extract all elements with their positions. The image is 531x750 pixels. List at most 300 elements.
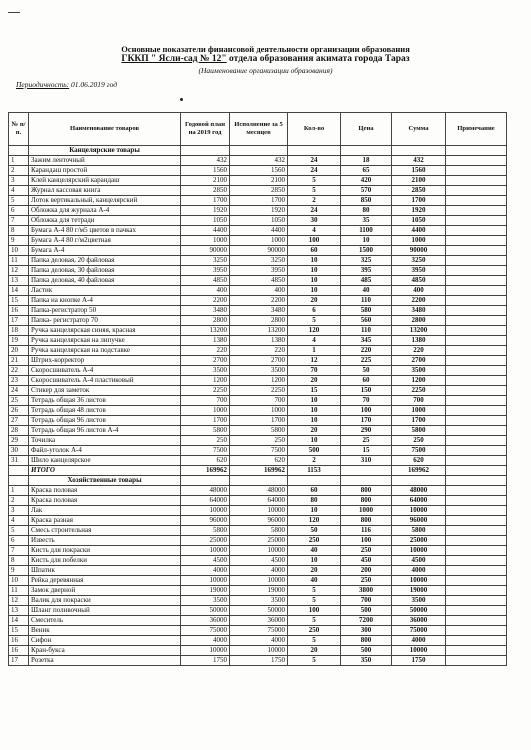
row-name: Розетка [29,656,181,666]
table-row [9,266,507,276]
row-sum: 1700 [392,416,446,426]
row-name: Тетрадь общая 96 листов А-4 [29,426,181,436]
total-plan: 169962 [181,466,230,476]
row-qty: 15 [288,386,341,396]
row-exec: 1560 [230,166,288,176]
table-row [9,376,507,386]
table-row [9,446,507,456]
row-note [446,576,507,586]
row-price: 250 [341,546,392,556]
row-exec: 50000 [230,606,288,616]
row-name: Файл-уголок А-4 [29,446,181,456]
row-exec: 96000 [230,516,288,526]
row-num: 7 [9,216,29,226]
row-price: 800 [341,486,392,496]
row-name: Скоросшиватель А-4 [29,366,181,376]
row-sum: 36000 [392,616,446,626]
row-note [446,206,507,216]
table-row [9,366,507,376]
table-row [9,546,507,556]
row-num: 13 [9,276,29,286]
table-row [9,556,507,566]
row-plan: 10000 [181,546,230,556]
row-num: 16 [9,306,29,316]
row-plan: 400 [181,286,230,296]
row-sum: 1560 [392,166,446,176]
row-plan: 1050 [181,216,230,226]
row-price: 290 [341,426,392,436]
row-exec: 19000 [230,586,288,596]
row-num: 5 [9,526,29,536]
row-plan: 13200 [181,326,230,336]
row-qty: 10 [288,286,341,296]
row-name: Обложка для журнала А-4 [29,206,181,216]
row-plan: 19000 [181,586,230,596]
row-exec: 1920 [230,206,288,216]
row-exec: 1050 [230,216,288,226]
row-note [446,406,507,416]
row-exec: 1700 [230,196,288,206]
row-qty: 60 [288,246,341,256]
row-num: 11 [9,256,29,266]
row-plan: 1750 [181,656,230,666]
table-row [9,386,507,396]
row-price: 325 [341,256,392,266]
document-title: Основные показатели финансовой деятельности организации образования [121,44,410,54]
row-sum: 2250 [392,386,446,396]
row-exec: 1200 [230,376,288,386]
row-note [446,396,507,406]
row-qty: 60 [288,486,341,496]
table-row [9,166,507,176]
row-qty: 5 [288,636,341,646]
table-row [9,326,507,336]
row-qty: 5 [288,616,341,626]
row-price: 25 [341,436,392,446]
row-sum: 2200 [392,296,446,306]
row-note [446,216,507,226]
row-num: 16 [9,636,29,646]
row-name: Краска разная [29,516,181,526]
row-num: 27 [9,416,29,426]
row-name: Папка деловая, 30 файловая [29,266,181,276]
row-price: 1100 [341,226,392,236]
row-num: 14 [9,286,29,296]
row-plan: 220 [181,346,230,356]
row-price: 50 [341,366,392,376]
row-qty: 5 [288,586,341,596]
row-sum: 2800 [392,316,446,326]
row-plan: 10000 [181,576,230,586]
row-sum: 2850 [392,186,446,196]
row-name: Смеситель [29,616,181,626]
row-name: Ручка канцелярская на подставке [29,346,181,356]
row-name: Папка- регистратор 70 [29,316,181,326]
row-qty: 20 [288,566,341,576]
row-price: 800 [341,516,392,526]
row-note [446,436,507,446]
row-num: 4 [9,516,29,526]
row-price: 60 [341,376,392,386]
corner-mark [8,12,20,13]
table-row [9,196,507,206]
row-plan: 2100 [181,176,230,186]
row-exec: 7500 [230,446,288,456]
row-plan: 3950 [181,266,230,276]
row-name: Сифон [29,636,181,646]
row-exec: 620 [230,456,288,466]
row-price: 500 [341,646,392,656]
table-row [9,276,507,286]
row-name: Тетрадь общая 48 листов [29,406,181,416]
row-sum: 75000 [392,626,446,636]
row-plan: 1700 [181,416,230,426]
row-note [446,486,507,496]
row-name: Веник [29,626,181,636]
row-plan: 3480 [181,306,230,316]
row-num: 2 [9,166,29,176]
row-note [446,376,507,386]
row-price: 250 [341,576,392,586]
row-plan: 620 [181,456,230,466]
table-row [9,396,507,406]
row-price: 100 [341,536,392,546]
table-row [9,616,507,626]
table-row [9,216,507,226]
table-row [9,526,507,536]
row-note [446,356,507,366]
row-name: Бумага А-4 [29,246,181,256]
row-qty: 5 [288,316,341,326]
row-name: Стикер для заметок [29,386,181,396]
row-qty: 5 [288,186,341,196]
header-num: № п/п. [9,113,29,146]
table-row [9,596,507,606]
row-price: 3800 [341,586,392,596]
row-num: 15 [9,296,29,306]
table-row [9,186,507,196]
row-num: 22 [9,366,29,376]
row-qty: 100 [288,236,341,246]
row-num: 24 [9,386,29,396]
row-sum: 10000 [392,506,446,516]
row-num: 29 [9,436,29,446]
row-plan: 2700 [181,356,230,366]
row-name: Шпатик [29,566,181,576]
row-note [446,266,507,276]
row-name: Скоросшиватель А-4 пластиковый [29,376,181,386]
row-qty: 2 [288,456,341,466]
row-qty: 20 [288,296,341,306]
row-exec: 2200 [230,296,288,306]
row-plan: 1920 [181,206,230,216]
row-num: 4 [9,186,29,196]
table-row [9,206,507,216]
row-price: 300 [341,626,392,636]
table-row [9,516,507,526]
row-exec: 90000 [230,246,288,256]
row-qty: 5 [288,176,341,186]
row-qty: 4 [288,336,341,346]
row-exec: 36000 [230,616,288,626]
row-qty: 10 [288,416,341,426]
row-num: 28 [9,426,29,436]
row-note [446,256,507,266]
row-plan: 2850 [181,186,230,196]
row-num: 9 [9,566,29,576]
row-plan: 5800 [181,526,230,536]
row-exec: 10000 [230,506,288,516]
row-num: 2 [9,496,29,506]
row-note [446,596,507,606]
row-sum: 432 [392,156,446,166]
row-sum: 50000 [392,606,446,616]
row-name: Лоток вертикальный, канцелярский [29,196,181,206]
row-qty: 5 [288,596,341,606]
row-sum: 4000 [392,566,446,576]
row-sum: 19000 [392,586,446,596]
row-sum: 700 [392,396,446,406]
row-name: Папка-регистратор 50 [29,306,181,316]
row-num: 15 [9,626,29,636]
row-note [446,296,507,306]
row-name: Папка деловая, 20 файловая [29,256,181,266]
table-row [9,436,507,446]
row-sum: 1000 [392,406,446,416]
row-note [446,186,507,196]
ink-dot [180,98,183,101]
row-plan: 1000 [181,406,230,416]
row-price: 110 [341,296,392,306]
row-exec: 400 [230,286,288,296]
row-qty: 10 [288,266,341,276]
row-exec: 220 [230,346,288,356]
organization-prefix: ГККП " Ясли-сад № 12" [121,54,227,64]
row-exec: 2700 [230,356,288,366]
row-price: 40 [341,286,392,296]
row-price: 345 [341,336,392,346]
total-exec: 169962 [230,466,288,476]
row-exec: 3500 [230,366,288,376]
row-note [446,336,507,346]
row-sum: 3500 [392,596,446,606]
row-name: Папка деловая, 40 файловая [29,276,181,286]
row-plan: 64000 [181,496,230,506]
row-exec: 2250 [230,386,288,396]
row-num: 10 [9,576,29,586]
row-name: Краска половая [29,486,181,496]
row-exec: 4850 [230,276,288,286]
row-plan: 10000 [181,506,230,516]
row-plan: 50000 [181,606,230,616]
row-qty: 50 [288,526,341,536]
row-note [446,646,507,656]
row-qty: 70 [288,366,341,376]
row-plan: 1700 [181,196,230,206]
row-qty: 20 [288,376,341,386]
row-plan: 700 [181,396,230,406]
row-num: 12 [9,596,29,606]
row-num: 30 [9,446,29,456]
row-note [446,496,507,506]
row-qty: 80 [288,496,341,506]
row-plan: 7500 [181,446,230,456]
row-price: 65 [341,166,392,176]
row-price: 395 [341,266,392,276]
row-name: Замок дверной [29,586,181,596]
row-plan: 4850 [181,276,230,286]
row-price: 35 [341,216,392,226]
row-note [446,316,507,326]
row-num: 17 [9,656,29,666]
row-sum: 90000 [392,246,446,256]
row-note [446,416,507,426]
row-price: 15 [341,446,392,456]
row-num: 25 [9,396,29,406]
row-plan: 2800 [181,316,230,326]
row-price: 310 [341,456,392,466]
row-sum: 1920 [392,206,446,216]
table-row [9,576,507,586]
row-plan: 1380 [181,336,230,346]
row-sum: 1380 [392,336,446,346]
row-plan: 10000 [181,646,230,656]
row-note [446,446,507,456]
row-exec: 75000 [230,626,288,636]
row-note [446,176,507,186]
row-sum: 1750 [392,656,446,666]
row-exec: 48000 [230,486,288,496]
row-price: 350 [341,656,392,666]
row-qty: 120 [288,326,341,336]
table-row [9,356,507,366]
row-qty: 10 [288,396,341,406]
table-row [9,506,507,516]
row-exec: 2100 [230,176,288,186]
row-sum: 620 [392,456,446,466]
row-exec: 2850 [230,186,288,196]
row-note [446,326,507,336]
row-qty: 120 [288,516,341,526]
row-qty: 10 [288,406,341,416]
period-value: 01.06.2019 год [71,80,118,89]
table-row [9,246,507,256]
table-row [9,586,507,596]
row-price: 10 [341,236,392,246]
row-note [446,386,507,396]
row-exec: 10000 [230,576,288,586]
total-sum: 169962 [392,466,446,476]
header-note: Примечание [446,113,507,146]
row-exec: 4000 [230,636,288,646]
row-price: 100 [341,406,392,416]
row-sum: 2100 [392,176,446,186]
table-row [9,406,507,416]
row-plan: 432 [181,156,230,166]
row-qty: 24 [288,166,341,176]
row-qty: 10 [288,436,341,446]
row-num: 31 [9,456,29,466]
row-num: 6 [9,536,29,546]
row-name: Известь [29,536,181,546]
row-sum: 3950 [392,266,446,276]
row-note [446,586,507,596]
row-price: 450 [341,556,392,566]
row-name: Зажим ленточный [29,156,181,166]
row-exec: 13200 [230,326,288,336]
row-price: 700 [341,596,392,606]
row-note [446,556,507,566]
row-plan: 90000 [181,246,230,256]
table-row [9,636,507,646]
table-row [9,346,507,356]
row-num: 12 [9,266,29,276]
row-sum: 4500 [392,556,446,566]
row-sum: 96000 [392,516,446,526]
row-name: Ручка канцелярская на липучке [29,336,181,346]
row-num: 14 [9,616,29,626]
table-row [9,536,507,546]
organization-suffix: отдела образования акимата города Тараз [226,54,410,64]
row-sum: 48000 [392,486,446,496]
row-sum: 250 [392,436,446,446]
row-name: Рейка деревянная [29,576,181,586]
row-price: 200 [341,566,392,576]
row-plan: 48000 [181,486,230,496]
row-exec: 4500 [230,556,288,566]
row-num: 7 [9,546,29,556]
row-price: 110 [341,326,392,336]
row-note [446,156,507,166]
row-num: 19 [9,336,29,346]
row-name: Кисть для покраски [29,546,181,556]
total-row [9,466,507,476]
row-plan: 4000 [181,636,230,646]
row-sum: 10000 [392,546,446,556]
row-name: Валик для покраски [29,596,181,606]
row-qty: 500 [288,446,341,456]
row-qty: 1 [288,346,341,356]
header-name: Наименование товаров [29,113,181,146]
row-exec: 64000 [230,496,288,506]
row-name: Ручка канцелярская синяя, красная [29,326,181,336]
row-note [446,166,507,176]
row-plan: 25000 [181,536,230,546]
row-name: Кисть для побелки [29,556,181,566]
row-price: 420 [341,176,392,186]
row-price: 485 [341,276,392,286]
table-row [9,336,507,346]
row-note [446,636,507,646]
table-row [9,286,507,296]
row-sum: 1050 [392,216,446,226]
row-plan: 4400 [181,226,230,236]
row-qty: 100 [288,606,341,616]
table-row [9,496,507,506]
row-price: 225 [341,356,392,366]
row-name: Тетрадь общая 96 листов [29,416,181,426]
row-sum: 400 [392,286,446,296]
table-row [9,566,507,576]
row-exec: 1750 [230,656,288,666]
row-sum: 13200 [392,326,446,336]
row-qty: 24 [288,206,341,216]
row-price: 170 [341,416,392,426]
table-row [9,176,507,186]
row-exec: 1000 [230,236,288,246]
row-exec: 3500 [230,596,288,606]
row-qty: 12 [288,356,341,366]
